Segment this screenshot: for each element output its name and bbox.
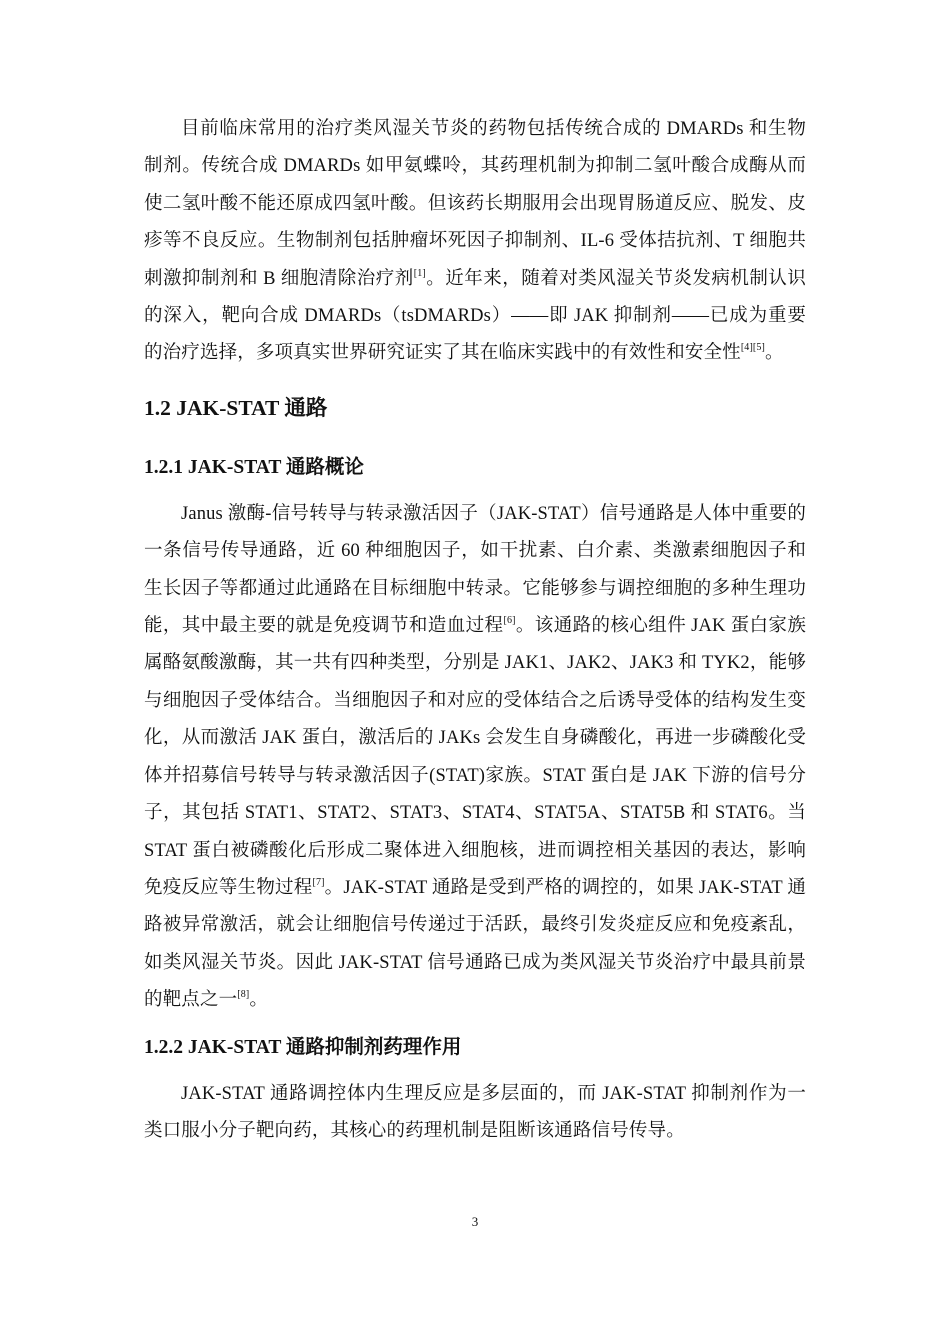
paragraph-drug-overview (144, 111, 806, 373)
paragraph-text: 。JAK-STAT 通路是受到严格的调控的，如果 JAK-STAT 通路被异常激活，就会让细胞信号传递过于活跃，最终引发炎症反应和免疫紊乱，如类风湿关节炎。因此 JAK-STAT 信号通路已成为类风湿关节炎治疗中最具前景的靶点之一 (144, 877, 806, 1011)
citation-ref: [8] (237, 989, 250, 1001)
paragraph-text: 。该通路的核心组件 JAK 蛋白家族属酪氨酸激酶，其一共有四种类型，分别是 JAK1、JAK2、JAK3 和 TYK2，能够与细胞因子受体结合。当细胞因子和对应的受体结合之后诱导受体的结构发生变化，从而激活 JAK 蛋白，激活后的 JAKs 会发生自身磷酸化，再进一步磷酸化受体并招募信号转导与转录激活因子(STAT)家族。STAT 蛋白是 JAK 下游的信号分子，其包括 STAT1、STAT2、STAT3、STAT4、STAT5A、STAT5B 和 STAT6。当 STAT 蛋白被磷酸化后形成二聚体进入细胞核，进而调控相关基因的表达，影响免疫反应等生物过程 (144, 616, 806, 898)
paragraph-text: 。近年来，随着对类风湿关节炎发病机制认识的深入，靶向合成 DMARDs（tsDMARDs）——即 JAK 抑制剂——已成为重要的治疗选择，多项真实世界研究证实了其在临床实践中的有效性和安全性 (144, 268, 806, 364)
citation-ref: [1] (413, 267, 426, 279)
citation-ref: [7] (312, 876, 325, 888)
paragraph-text: JAK-STAT 通路调控体内生理反应是多层面的，而 JAK-STAT 抑制剂作为一类口服小分子靶向药，其核心的药理机制是阻断该通路信号传导。 (144, 1083, 806, 1141)
paragraph-jak-stat-overview (144, 496, 806, 1020)
paragraph-text: 目前临床常用的治疗类风湿关节炎的药物包括传统合成的 DMARDs 和生物制剂。传统合成 DMARDs 如甲氨蝶呤，其药理机制为抑制二氢叶酸合成酶从而使二氢叶酸不能还原成四氢叶酸。但该药长期服用会出现胃肠道反应、脱发、皮疹等不良反应。生物制剂包括肿瘤坏死因子抑制剂、IL-6 受体拮抗剂、T 细胞共刺激抑制剂和 B 细胞清除治疗剂 (144, 119, 806, 289)
citation-ref: [4][5] (740, 342, 766, 354)
paragraph-text: Janus 激酶-信号转导与转录激活因子（JAK-STAT）信号通路是人体中重要的一条信号传导通路，近 60 种细胞因子，如干扰素、白介素、类激素细胞因子和生长因子等都通过此通路在目标细胞中转录。它能够参与调控细胞的多种生理功能，其中最主要的就是免疫调节和造血过程 (144, 503, 806, 637)
section-heading-1-2-1: 1.2.1 JAK-STAT 通路概论 (144, 456, 364, 478)
section-heading-1-2-2: 1.2.2 JAK-STAT 通路抑制剂药理作用 (144, 1036, 462, 1058)
citation-ref: [6] (503, 615, 516, 627)
paragraph-inhibitor-pharmacology (144, 1076, 806, 1151)
paragraph-text: 。 (765, 343, 784, 364)
document-body (144, 111, 806, 1150)
section-heading-1-2: 1.2 JAK-STAT 通路 (144, 395, 328, 420)
page-number: 3 (471, 1214, 479, 1229)
paragraph-text: 。 (249, 990, 269, 1011)
